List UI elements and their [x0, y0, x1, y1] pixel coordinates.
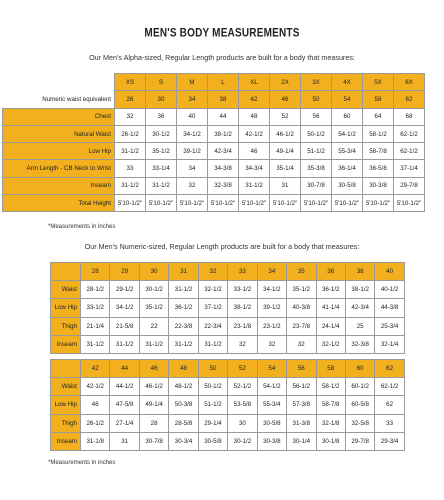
alpha-cell: 68: [394, 108, 425, 125]
alpha-size-header: M: [177, 74, 208, 91]
numeric-size-header-row: [51, 263, 405, 281]
alpha-row-label: Chest: [3, 108, 115, 125]
alpha-size-header: 5X: [363, 74, 394, 91]
numeric-cell: 42-3/4: [345, 299, 374, 317]
numeric-cell: 46: [81, 396, 110, 414]
alpha-cell: 52: [270, 108, 301, 125]
numeric-cell: 21-5/8: [110, 317, 139, 335]
numeric-subtitle: Our Men's Numeric-sized, Regular Length products are built for a body that measures:: [84, 242, 360, 251]
alpha-cell: 5'10-1/2": [363, 195, 394, 212]
alpha-cell: 33: [115, 160, 146, 177]
alpha-cell: 29-7/8: [394, 177, 425, 194]
numeric-cell: 62-1/2: [375, 378, 404, 396]
numeric-cell: 38-1/2: [345, 281, 374, 299]
numeric-row-label: Waist: [51, 378, 81, 396]
alpha-cell: 36: [146, 108, 177, 125]
alpha-cell: 5'10-1/2": [332, 195, 363, 212]
numeric-cell: 29-7/8: [345, 432, 374, 450]
numeric-cell: 23-1/2: [257, 317, 286, 335]
alpha-size-table: [2, 73, 425, 212]
alpha-cell: 31-1/2: [115, 177, 146, 194]
numeric-cell: 22-3/4: [198, 317, 227, 335]
numeric-table-row: [51, 317, 405, 335]
numeric-cell: 33: [375, 414, 404, 432]
numeric-corner: [51, 263, 81, 281]
numeric-cell: 32: [228, 335, 257, 353]
numeric-cell: 35-1/2: [287, 281, 316, 299]
numeric-cell: 32-5/8: [345, 414, 374, 432]
numeric-cell: 30-5/8: [257, 414, 286, 432]
numeric-cell: 21-1/4: [81, 317, 110, 335]
numeric-size-header: 52: [228, 359, 257, 377]
alpha-cell: 60: [332, 108, 363, 125]
alpha-cell: 54-1/2: [332, 125, 363, 142]
numeric-cell: 31-1/8: [81, 432, 110, 450]
numeric-cell: 31-3/8: [287, 414, 316, 432]
alpha-size-header-row: [3, 74, 425, 91]
numeric-cell: 37-1/2: [198, 299, 227, 317]
numeric-cell: 38-1/2: [228, 299, 257, 317]
alpha-size-header: 4X: [332, 74, 363, 91]
alpha-cell: 34: [177, 160, 208, 177]
alpha-cell: 51-1/2: [301, 143, 332, 160]
alpha-table-row: [3, 108, 425, 125]
numeric-cell: 36-1/2: [316, 281, 345, 299]
alpha-size-header: S: [146, 74, 177, 91]
numeric-cell: 42-1/2: [81, 378, 110, 396]
numeric-cell: 29-3/4: [375, 432, 404, 450]
alpha-cell: 58-1/2: [363, 125, 394, 142]
alpha-cell: 36-5/8: [363, 160, 394, 177]
alpha-cell: 5'10-1/2": [208, 195, 239, 212]
alpha-cell: 30-3/8: [363, 177, 394, 194]
alpha-size-header: L: [208, 74, 239, 91]
numeric-cell: 32-1/8: [316, 414, 345, 432]
alpha-cell: 5'10-1/2": [394, 195, 425, 212]
alpha-cell: 50-1/2: [301, 125, 332, 142]
alpha-cell: 49-1/4: [270, 143, 301, 160]
numeric-cell: 35-1/2: [139, 299, 168, 317]
alpha-table-row: [3, 177, 425, 194]
numeric-cell: 41-1/4: [316, 299, 345, 317]
alpha-cell: 58-7/8: [363, 143, 394, 160]
numeric-row-label: Thigh: [51, 317, 81, 335]
numeric-cell: 34-1/2: [110, 299, 139, 317]
numeric-row-label: Waist: [51, 281, 81, 299]
alpha-size-header: 6X: [394, 74, 425, 91]
numeric-cell: 50-1/2: [198, 378, 227, 396]
numeric-size-header: 54: [257, 359, 286, 377]
numeric-size-header: 30: [139, 263, 168, 281]
numeric-cell: 31-1/2: [198, 335, 227, 353]
alpha-waist-equivalent: 62: [394, 91, 425, 108]
numeric-size-header: 34: [257, 263, 286, 281]
numeric-table-row: [51, 432, 405, 450]
numeric-cell: 40-3/8: [287, 299, 316, 317]
numeric-cell: 30-1/2: [139, 281, 168, 299]
alpha-row-label: Inseam: [3, 177, 115, 194]
numeric-cell: 46-1/2: [139, 378, 168, 396]
numeric-size-header: 31: [169, 263, 198, 281]
numeric-cell: 32-1/2: [198, 281, 227, 299]
alpha-table-row: [3, 195, 425, 212]
numeric-cell: 58-1/2: [316, 378, 345, 396]
alpha-row-label: Arm Length - CB Neck to Wrist: [3, 160, 115, 177]
numeric-cell: 56-1/2: [287, 378, 316, 396]
alpha-waist-equivalent: 58: [363, 91, 394, 108]
numeric-cell: 32-3/8: [345, 335, 374, 353]
numeric-cell: 53-5/8: [228, 396, 257, 414]
numeric-cell: 44-3/8: [375, 299, 404, 317]
numeric-cell: 57-3/8: [287, 396, 316, 414]
alpha-cell: 42-1/2: [239, 125, 270, 142]
numeric-cell: 29-1/2: [110, 281, 139, 299]
alpha-waist-equivalent: 26: [115, 91, 146, 108]
numeric-table-row: [51, 299, 405, 317]
alpha-cell: 46: [239, 143, 270, 160]
alpha-cell: 34-1/2: [177, 125, 208, 142]
numeric-cell: 31-1/2: [81, 335, 110, 353]
numeric-cell: 32: [257, 335, 286, 353]
numeric-cell: 33-1/2: [228, 281, 257, 299]
alpha-subtitle: Our Men's Alpha-sized, Regular Length products are built for a body that measures:: [89, 53, 355, 62]
numeric-table-row: [51, 396, 405, 414]
numeric-size-header: 29: [110, 263, 139, 281]
numeric-cell: 31-1/2: [110, 335, 139, 353]
numeric-cell: 30-3/4: [169, 432, 198, 450]
numeric-cell: 31-1/2: [139, 335, 168, 353]
numeric-size-header: 36: [316, 263, 345, 281]
alpha-cell: 39-1/2: [177, 143, 208, 160]
numeric-cell: 32: [287, 335, 316, 353]
numeric-size-header: 48: [169, 359, 198, 377]
alpha-waist-equivalent: 30: [146, 91, 177, 108]
alpha-size-header: XS: [115, 74, 146, 91]
numeric-size-header: 46: [139, 359, 168, 377]
numeric-cell: 44-1/2: [110, 378, 139, 396]
numeric-table-row: [51, 378, 405, 396]
numeric-cell: 48-1/2: [169, 378, 198, 396]
alpha-waist-equivalent: 42: [239, 91, 270, 108]
alpha-cell: 34-3/8: [208, 160, 239, 177]
alpha-cell: 40: [177, 108, 208, 125]
alpha-cell: 31: [270, 177, 301, 194]
numeric-cell: 51-1/2: [198, 396, 227, 414]
numeric-cell: 50-3/8: [169, 396, 198, 414]
numeric-size-header: 50: [198, 359, 227, 377]
alpha-cell: 37-1/4: [394, 160, 425, 177]
alpha-cell: 31-1/2: [115, 143, 146, 160]
numeric-table-row: [51, 414, 405, 432]
numeric-cell: 39-1/2: [257, 299, 286, 317]
alpha-cell: 32: [115, 108, 146, 125]
alpha-cell: 55-3/4: [332, 143, 363, 160]
numeric-cell: 47-5/8: [110, 396, 139, 414]
alpha-cell: 32-3/8: [208, 177, 239, 194]
alpha-cell: 5'10-1/2": [177, 195, 208, 212]
alpha-cell: 36-1/4: [332, 160, 363, 177]
alpha-cell: 62-1/2: [394, 125, 425, 142]
alpha-cell: 33-1/4: [146, 160, 177, 177]
alpha-cell: 26-1/2: [115, 125, 146, 142]
numeric-row-label: Inseam: [51, 335, 81, 353]
numeric-cell: 23-7/8: [287, 317, 316, 335]
alpha-cell: 44: [208, 108, 239, 125]
numeric-size-header-row: [51, 359, 405, 377]
numeric-size-header: 60: [345, 359, 374, 377]
numeric-size-header: 38: [345, 263, 374, 281]
alpha-cell: 5'10-1/2": [115, 195, 146, 212]
numeric-cell: 22: [139, 317, 168, 335]
numeric-cell: 32-1/2: [316, 335, 345, 353]
numeric-row-label: Low Hip: [51, 299, 81, 317]
numeric-cell: 30-3/8: [257, 432, 286, 450]
numeric-corner: [51, 359, 81, 377]
alpha-waist-equivalent: 46: [270, 91, 301, 108]
numeric-cell: 28: [139, 414, 168, 432]
alpha-cell: 30-5/8: [332, 177, 363, 194]
numeric-cell: 33-1/2: [81, 299, 110, 317]
numeric-row-label: Low Hip: [51, 396, 81, 414]
numeric-size-header: 42: [81, 359, 110, 377]
numeric-cell: 29-1/4: [198, 414, 227, 432]
numeric-cell: 62: [375, 396, 404, 414]
alpha-cell: 64: [363, 108, 394, 125]
numeric-cell: 54-1/2: [257, 378, 286, 396]
alpha-cell: 35-3/8: [301, 160, 332, 177]
alpha-note: *Measurements in inches: [48, 224, 116, 230]
numeric-cell: 32-1/4: [375, 335, 404, 353]
alpha-cell: 48: [239, 108, 270, 125]
alpha-table-row: [3, 125, 425, 142]
numeric-cell: 60-1/2: [345, 378, 374, 396]
numeric-size-header: 62: [375, 359, 404, 377]
alpha-cell: 38-1/2: [208, 125, 239, 142]
numeric-cell: 25-3/4: [375, 317, 404, 335]
numeric-cell: 30-1/2: [228, 432, 257, 450]
numeric-cell: 36-1/2: [169, 299, 198, 317]
alpha-waist-equivalent: 50: [301, 91, 332, 108]
numeric-cell: 22-3/8: [169, 317, 198, 335]
alpha-waist-equivalent-row: [3, 91, 425, 108]
alpha-cell: 5'10-1/2": [239, 195, 270, 212]
alpha-cell: 46-1/2: [270, 125, 301, 142]
alpha-size-header: XL: [239, 74, 270, 91]
alpha-table-row: [3, 160, 425, 177]
numeric-cell: 31-1/2: [169, 281, 198, 299]
alpha-corner: [3, 74, 115, 91]
numeric-size-header: 44: [110, 359, 139, 377]
alpha-row-label: Low Hip: [3, 143, 115, 160]
numeric-size-header: 32: [198, 263, 227, 281]
numeric-table-row: [51, 281, 405, 299]
alpha-cell: 35-1/4: [270, 160, 301, 177]
numeric-cell: 28-5/8: [169, 414, 198, 432]
numeric-cell: 27-1/4: [110, 414, 139, 432]
numeric-cell: 30-7/8: [139, 432, 168, 450]
alpha-cell: 30-1/2: [146, 125, 177, 142]
alpha-waist-equivalent: 54: [332, 91, 363, 108]
numeric-size-header: 56: [287, 359, 316, 377]
numeric-cell: 25: [345, 317, 374, 335]
alpha-cell: 5'10-1/2": [146, 195, 177, 212]
alpha-row-label: Natural Waist: [3, 125, 115, 142]
alpha-cell: 32: [177, 177, 208, 194]
numeric-note: *Measurements in inches: [48, 460, 116, 466]
numeric-cell: 52-1/2: [228, 378, 257, 396]
alpha-cell: 34-3/4: [239, 160, 270, 177]
numeric-cell: 34-1/2: [257, 281, 286, 299]
alpha-cell: 5'10-1/2": [301, 195, 332, 212]
numeric-cell: 58-7/8: [316, 396, 345, 414]
numeric-cell: 55-3/4: [257, 396, 286, 414]
numeric-cell: 49-1/4: [139, 396, 168, 414]
numeric-cell: 40-1/2: [375, 281, 404, 299]
alpha-cell: 31-1/2: [239, 177, 270, 194]
numeric-cell: 31: [110, 432, 139, 450]
alpha-cell: 35-1/2: [146, 143, 177, 160]
page-title: MEN'S BODY MEASUREMENTS: [144, 27, 300, 40]
numeric-size-header: 28: [81, 263, 110, 281]
alpha-cell: 56: [301, 108, 332, 125]
alpha-size-header: 3X: [301, 74, 332, 91]
alpha-cell: 62-1/2: [394, 143, 425, 160]
numeric-size-header: 58: [316, 359, 345, 377]
numeric-cell: 24-1/4: [316, 317, 345, 335]
numeric-size-table: [50, 262, 405, 451]
numeric-cell: 26-1/2: [81, 414, 110, 432]
alpha-waist-equivalent: 34: [177, 91, 208, 108]
alpha-cell: 31-1/2: [146, 177, 177, 194]
numeric-size-header: 35: [287, 263, 316, 281]
alpha-row-label: Total Height: [3, 195, 115, 212]
numeric-cell: 23-1/8: [228, 317, 257, 335]
numeric-cell: 31-1/2: [169, 335, 198, 353]
numeric-row-label: Thigh: [51, 414, 81, 432]
numeric-row-label: Inseam: [51, 432, 81, 450]
numeric-cell: 28-1/2: [81, 281, 110, 299]
numeric-cell: 30: [228, 414, 257, 432]
alpha-row-label: Numeric waist equivalent: [3, 91, 115, 108]
numeric-table-row: [51, 335, 405, 353]
alpha-waist-equivalent: 38: [208, 91, 239, 108]
numeric-cell: 30-5/8: [198, 432, 227, 450]
alpha-cell: 5'10-1/2": [270, 195, 301, 212]
alpha-cell: 30-7/8: [301, 177, 332, 194]
numeric-cell: 30-1/4: [287, 432, 316, 450]
numeric-cell: 30-1/8: [316, 432, 345, 450]
numeric-size-header: 40: [375, 263, 404, 281]
alpha-table-row: [3, 143, 425, 160]
numeric-size-header: 33: [228, 263, 257, 281]
alpha-cell: 42-3/4: [208, 143, 239, 160]
alpha-size-header: 2X: [270, 74, 301, 91]
numeric-cell: 60-5/8: [345, 396, 374, 414]
